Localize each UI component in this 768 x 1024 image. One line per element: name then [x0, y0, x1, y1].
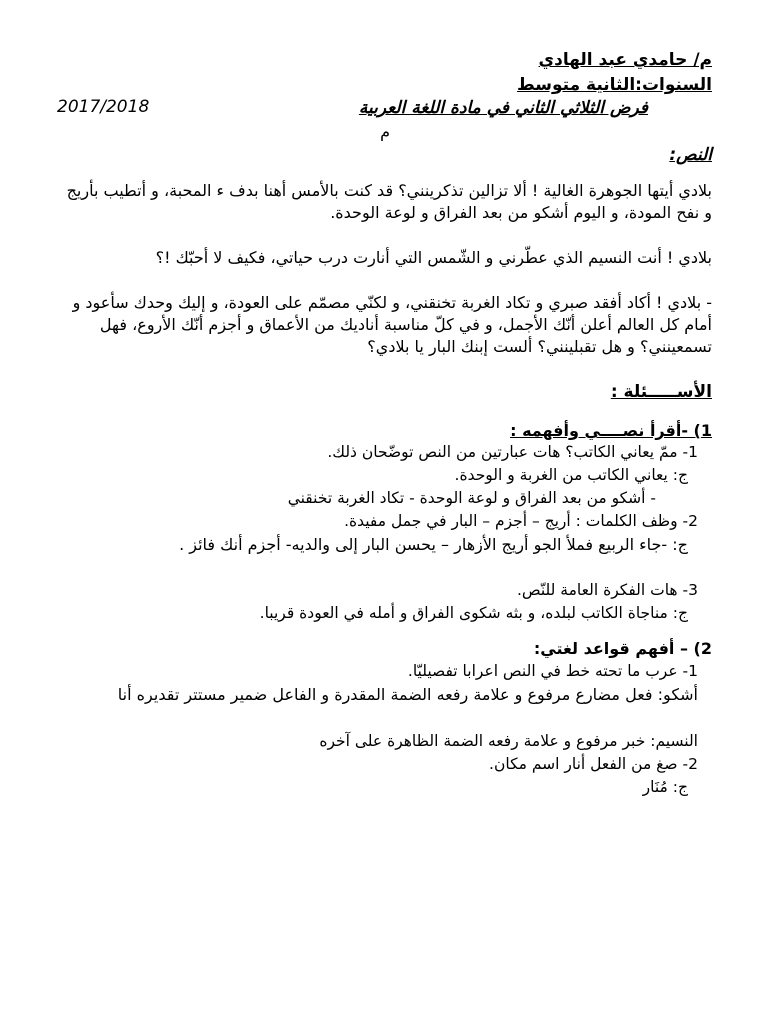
text-heading: النص:	[669, 145, 712, 165]
exam-title: فرض الثلاثي الثاني في مادة اللغة العربية	[358, 98, 648, 118]
grammar-q2: 2- صغ من الفعل أنار اسم مكان.	[489, 755, 698, 773]
q3-answer: ج: مناجاة الكاتب لبلده، و بثه شكوى الفراق و أمله في العودة قريبا.	[259, 604, 688, 622]
section1-title: 1) -أقرأ نصــــي وأفهمه :	[510, 421, 712, 440]
grammar-a2: ج: مُنَار	[642, 778, 688, 796]
teacher-name: م/ حامدي عبد الهادي	[538, 50, 712, 70]
text-paragraph-1: بلادي أيتها الجوهرة الغالية ! ألا تزالين تذكرينني؟ قد كنت بالأمس أهنا بدف ء المحبة، و أتطيب بأريج و نفح المودة، و اليوم أشكو من بعد الفراق و لوعة الوحدة.	[66, 181, 712, 222]
school-year: 2017/2018	[57, 97, 150, 117]
exam-title-tail: م	[380, 122, 390, 141]
q3-question: 3- هات الفكرة العامة للنّص.	[516, 581, 698, 599]
grammar-q1: 1- عرب ما تحته خط في النص اعرابا تفصيليّا.	[407, 662, 698, 680]
q2-question: 2- وظف الكلمات : أريج – أجزم – البار في جمل مفيدة.	[344, 512, 698, 530]
grammar-a1-1: أشكو: فعل مضارع مرفوع و علامة رفعه الضمة المقدرة و الفاعل ضمير مستتر تقديره أنا	[117, 685, 698, 704]
grammar-a1-2: النسيم: خبر مرفوع و علامة رفعه الضمة الظاهرة على آخره	[319, 732, 698, 750]
q1-answer-2: - أشكو من بعد الفراق و لوعة الوحدة - تكاد الغربة تخنقني	[287, 489, 656, 507]
q2-answer: ج: -جاء الربيع فملأ الجو أريج الأزهار – يحسن البار إلى والديه- أجزم أنك فائز .	[179, 535, 688, 554]
questions-heading: الأســـــئلة :	[610, 382, 712, 402]
text-paragraph-2: بلادي ! أنت النسيم الذي عطّرني و الشّمس التي أنارت درب حياتي، فكيف لا أحبّك !؟	[155, 248, 712, 267]
text-paragraph-3: - بلادي ! أكاد أفقد صبري و تكاد الغربة تخنقني، و لكنّي مصمّم على العودة، و إليك وحدك سأعود و أمام كل العالم أعلن أنّك الأجمل، و في كلّ مناسبة أناديك من الأعماق و أجزم أنّك الأروع، فهل تسمعينني؟ و هل تقبلينني؟ ألست إبنك البار يا بلادي؟	[72, 293, 712, 356]
q1-answer-1: ج: يعاني الكاتب من الغربة و الوحدة.	[454, 466, 688, 484]
q1-question: 1- ممّ يعاني الكاتب؟ هات عبارتين من النص توضّحان ذلك.	[327, 443, 698, 461]
section2-title: 2) – أفهم قواعد لغتي:	[533, 639, 712, 658]
class-level: السنوات:الثانية متوسط	[517, 75, 712, 95]
